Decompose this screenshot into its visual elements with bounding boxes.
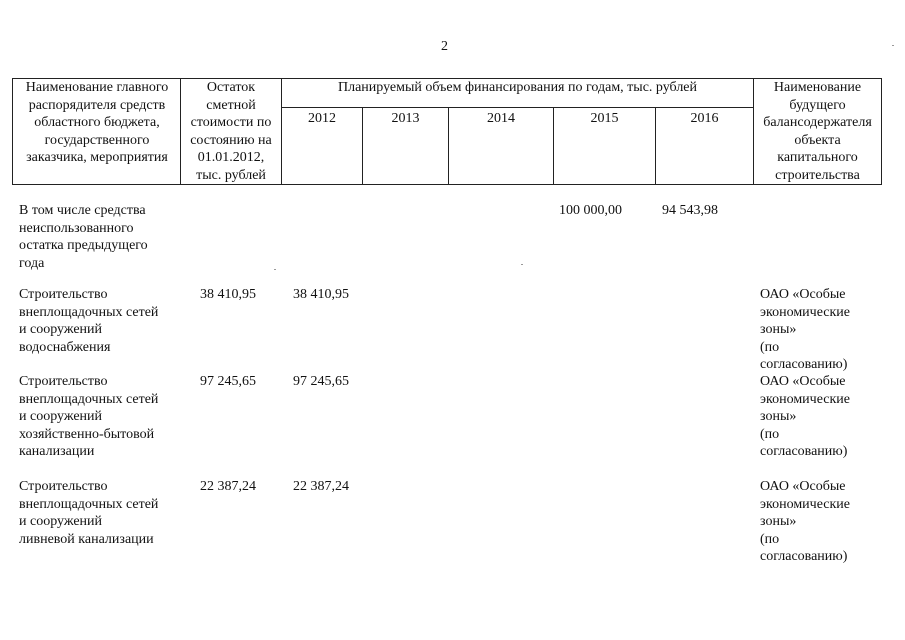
grid-line	[12, 184, 881, 185]
header-line: балансодержателя	[763, 115, 872, 130]
row-name-line: Строительство	[19, 374, 108, 389]
row-value-2012: 97 245,65	[293, 374, 349, 389]
table-row-name	[19, 373, 179, 461]
row-balance-value: 97 245,65	[200, 374, 256, 389]
header-holder-cell	[754, 79, 881, 184]
holder-line: экономические	[760, 304, 851, 320]
header-line: объекта	[794, 132, 841, 148]
header-line: заказчика, мероприятия	[26, 150, 168, 165]
row-value-2016: 94 543,98	[662, 203, 718, 218]
header-line: Наименование	[773, 80, 862, 95]
row-name-line: Строительство	[19, 479, 108, 494]
holder-line: согласованию)	[760, 357, 848, 372]
row-name-line: неиспользованного	[19, 220, 134, 236]
header-line: состоянию на	[190, 132, 272, 148]
header-balance-cell	[181, 79, 281, 184]
holder-line: (по	[760, 339, 780, 355]
row-name-line: хозяйственно-бытовой	[19, 426, 155, 442]
header-year-2012: 2012	[308, 111, 336, 126]
table-row-name	[19, 478, 179, 548]
holder-line: зоны»	[760, 514, 797, 529]
row-name-line: внеплощадочных сетей	[19, 496, 159, 512]
row-balance-value: 38 410,95	[200, 287, 256, 302]
scan-speck	[892, 45, 894, 46]
header-line: капитального	[777, 150, 858, 165]
holder-line: (по	[760, 426, 780, 442]
row-name-line: года	[19, 255, 45, 271]
holder-line: ОАО «Особые	[760, 479, 846, 494]
header-line: распорядителя средств	[28, 97, 166, 113]
scan-speck	[521, 264, 523, 265]
table-row-name	[19, 202, 179, 272]
row-value-2012: 22 387,24	[293, 479, 349, 494]
row-name-line: ливневой канализации	[19, 531, 154, 547]
header-line: строительства	[775, 167, 860, 183]
header-line: сметной	[206, 97, 256, 113]
row-name-line: внеплощадочных сетей	[19, 391, 159, 407]
page-number: 2	[441, 39, 448, 54]
row-name-line: остатка предыдущего	[19, 238, 148, 253]
holder-line: экономические	[760, 496, 851, 512]
holder-line: согласованию)	[760, 549, 848, 564]
header-line: Наименование главного	[25, 80, 169, 95]
row-holder	[760, 373, 880, 461]
header-line: Остаток	[206, 80, 256, 95]
holder-line: согласованию)	[760, 444, 848, 459]
holder-line: зоны»	[760, 322, 797, 337]
grid-line	[281, 107, 753, 108]
row-name-line: внеплощадочных сетей	[19, 304, 159, 320]
header-year-2013: 2013	[391, 111, 420, 126]
row-value-2012: 38 410,95	[293, 287, 349, 302]
header-name-cell	[14, 79, 180, 167]
header-year-2016: 2016	[690, 111, 719, 126]
table-row-name	[19, 286, 179, 356]
header-year-2015: 2015	[590, 111, 619, 126]
row-balance-value: 22 387,24	[200, 479, 256, 494]
grid-line	[881, 78, 882, 185]
row-holder	[760, 286, 880, 374]
row-name-line: В том числе средства	[19, 203, 146, 218]
holder-line: ОАО «Особые	[760, 374, 846, 389]
header-line: стоимости по	[190, 115, 272, 130]
row-name-line: водоснабжения	[19, 339, 111, 355]
header-line: будущего	[789, 97, 846, 113]
row-value-2015: 100 000,00	[559, 203, 622, 218]
holder-line: (по	[760, 531, 780, 547]
row-name-line: и сооружений	[19, 514, 103, 529]
grid-line	[12, 78, 13, 185]
holder-line: зоны»	[760, 409, 797, 424]
row-name-line: и сооружений	[19, 322, 103, 337]
row-name-line: Строительство	[19, 287, 108, 302]
row-name-line: канализации	[19, 444, 95, 459]
header-line: государственного	[44, 132, 150, 148]
header-line: областного бюджета,	[34, 115, 160, 130]
header-line: 01.01.2012,	[197, 150, 265, 165]
scan-speck	[274, 269, 276, 270]
header-planned-title: Планируемый объем финансирования по годам, тыс. рублей	[337, 80, 698, 95]
header-year-2014: 2014	[487, 111, 515, 126]
row-name-line: и сооружений	[19, 409, 103, 424]
row-holder	[760, 478, 880, 566]
header-line: тыс. рублей	[196, 167, 266, 183]
holder-line: ОАО «Особые	[760, 287, 846, 302]
holder-line: экономические	[760, 391, 851, 407]
